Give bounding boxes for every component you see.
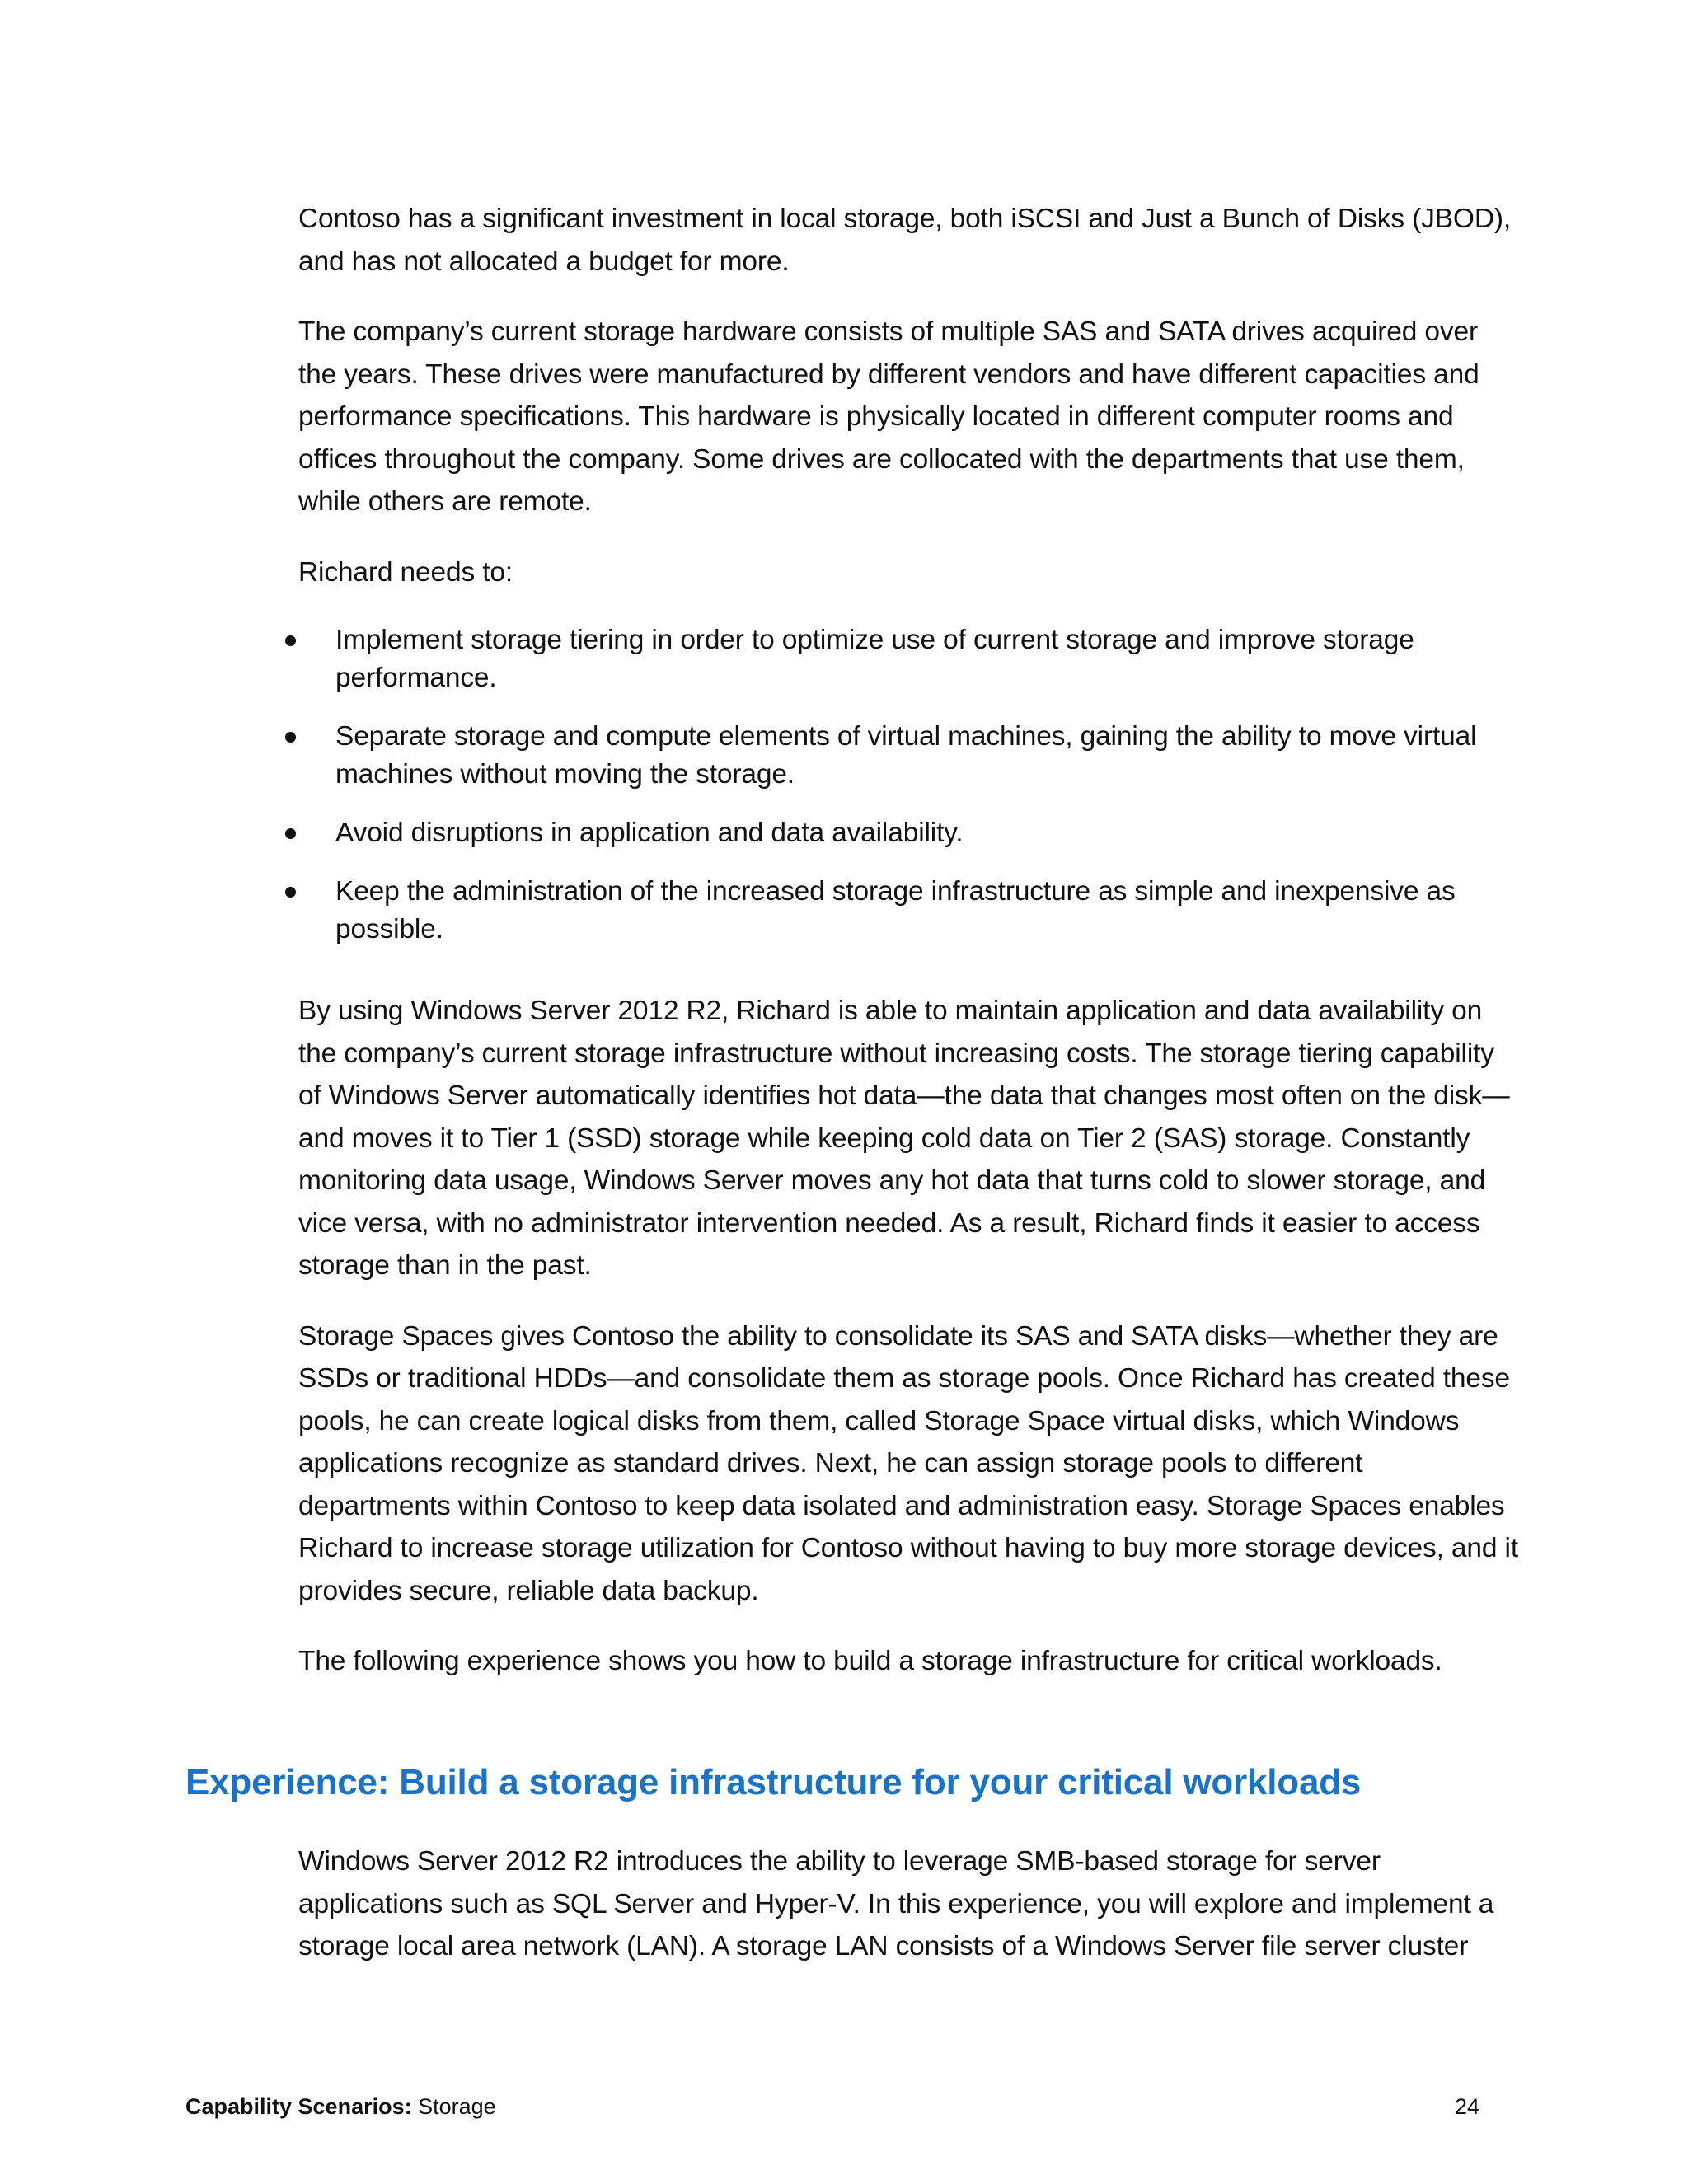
- footer-label: Capability Scenarios:: [185, 2094, 412, 2119]
- list-item: [298, 621, 1518, 697]
- bullet-icon: [285, 828, 296, 839]
- paragraph-smb-storage: Windows Server 2012 R2 introduces the ability to leverage SMB-based storage for server applications such as SQL Server and Hyper-V. In this experience, you will explore and implement a storage local area network (LAN). A storage LAN consists of a Windows Server file server cluster: [298, 1846, 1494, 1961]
- bullet-icon: [285, 635, 296, 646]
- paragraph-storage-spaces: Storage Spaces gives Contoso the ability to consolidate its SAS and SATA disks—whether they are SSDs or traditional HDDs—and consolidate them as storage pools. Once Richard has created these pools, he can create logical disks from them, called Storage Space virtual disks, which Windows applications recognize as standard drives. Next, he can assign storage pools to different departments within Contoso to keep data isolated and administration easy. Storage Spaces enables Richard to increase storage utilization for Contoso without having to buy more storage devices, and it provides secure, reliable data backup.: [298, 1320, 1518, 1606]
- bullet-icon: [285, 732, 296, 743]
- paragraph-following-experience: The following experience shows you how to build a storage infrastructure for critical workloads.: [298, 1646, 1442, 1676]
- list-item-text: Separate storage and compute elements of virtual machines, gaining the ability to move virtual machines without moving the storage.: [335, 721, 1477, 790]
- requirements-list: [298, 621, 1518, 949]
- list-item-text: Avoid disruptions in application and data availability.: [335, 818, 964, 848]
- footer-section: Storage: [418, 2094, 496, 2119]
- list-item: [298, 814, 1518, 852]
- page-body: [298, 198, 1518, 1711]
- list-item-text: Implement storage tiering in order to optimize use of current storage and improve storage performance.: [335, 625, 1414, 693]
- paragraph-storage-tiering: By using Windows Server 2012 R2, Richard is able to maintain application and data availability on the company’s current storage infrastructure without increasing costs. The storage tiering capability of Windows Server automatically identifies hot data—the data that changes most often on the disk—and moves it to Tier 1 (SSD) storage while keeping cold data on Tier 2 (SAS) storage. Constantly monitoring data usage, Windows Server moves any hot data that turns cold to slower storage, and vice versa, with no administrator intervention needed. As a result, Richard finds it easier to access storage than in the past.: [298, 996, 1510, 1281]
- bullet-icon: [285, 887, 296, 898]
- list-item-text: Keep the administration of the increased storage infrastructure as simple and inexpensive as possible.: [335, 876, 1456, 944]
- paragraph-richard-needs: Richard needs to:: [298, 556, 513, 588]
- paragraph-storage-hardware: The company’s current storage hardware consists of multiple SAS and SATA drives acquired over the years. These drives were manufactured by different vendors and have different capacities and performance specifications. This hardware is physically located in different computer rooms and offices throughout the company. Some drives are collocated with the departments that use them, while others are remote.: [298, 316, 1479, 517]
- section-body: [298, 1840, 1518, 1996]
- paragraph-contoso-investment: Contoso has a significant investment in local storage, both iSCSI and Just a Bunch of Disks (JBOD), and has not allocated a budget for more.: [298, 204, 1512, 277]
- section-heading: Experience: Build a storage infrastructure for your critical workloads: [185, 1762, 1362, 1802]
- footer-title: [185, 2092, 496, 2121]
- page-number: 24: [1455, 2094, 1480, 2119]
- list-item: [298, 718, 1518, 794]
- list-item: [298, 873, 1518, 949]
